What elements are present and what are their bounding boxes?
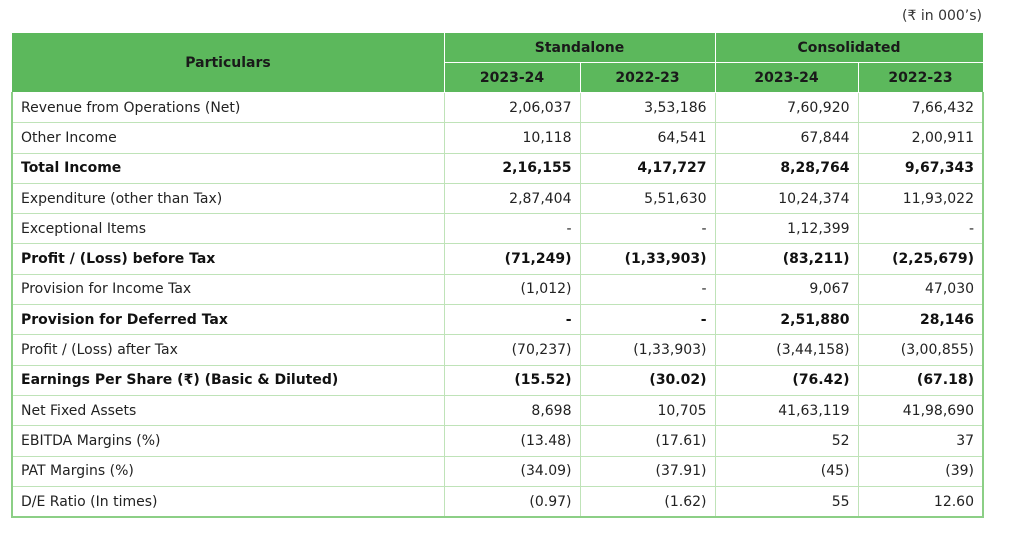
row-value: 1,12,399 (715, 214, 858, 244)
table-row (12, 93, 983, 123)
row-value: 8,28,764 (715, 153, 858, 183)
row-label: PAT Margins (%) (12, 456, 444, 486)
row-value: (71,249) (444, 244, 580, 274)
table-row (12, 335, 983, 365)
unit-note: (₹ in 000’s) (902, 8, 982, 24)
row-label: Revenue from Operations (Net) (12, 93, 444, 123)
row-value: (17.61) (580, 426, 715, 456)
row-value: 2,16,155 (444, 153, 580, 183)
row-value: 9,067 (715, 274, 858, 304)
table-row (12, 214, 983, 244)
financial-table (11, 32, 984, 518)
row-value: 4,17,727 (580, 153, 715, 183)
row-value: 67,844 (715, 123, 858, 153)
row-value: (15.52) (444, 365, 580, 395)
table-row (12, 305, 983, 335)
row-value: 55 (715, 486, 858, 517)
header-year: 2022-23 (858, 63, 983, 93)
row-value: - (580, 305, 715, 335)
table-row (12, 395, 983, 425)
row-label: EBITDA Margins (%) (12, 426, 444, 456)
row-value: 5,51,630 (580, 183, 715, 213)
row-value: (1,012) (444, 274, 580, 304)
row-value: 10,24,374 (715, 183, 858, 213)
table-row (12, 183, 983, 213)
row-label: D/E Ratio (In times) (12, 486, 444, 517)
row-value: 7,66,432 (858, 93, 983, 123)
row-label: Profit / (Loss) after Tax (12, 335, 444, 365)
table-row (12, 456, 983, 486)
row-value: (83,211) (715, 244, 858, 274)
row-label: Total Income (12, 153, 444, 183)
row-label: Earnings Per Share (₹) (Basic & Diluted) (12, 365, 444, 395)
table-row (12, 244, 983, 274)
row-value: - (580, 214, 715, 244)
row-value: 41,98,690 (858, 395, 983, 425)
row-value: (70,237) (444, 335, 580, 365)
header-year: 2022-23 (580, 63, 715, 93)
row-label: Provision for Income Tax (12, 274, 444, 304)
row-value: 52 (715, 426, 858, 456)
row-label: Other Income (12, 123, 444, 153)
row-value: 7,60,920 (715, 93, 858, 123)
table-row (12, 486, 983, 517)
row-value: (1,33,903) (580, 335, 715, 365)
row-value: - (444, 214, 580, 244)
row-label: Exceptional Items (12, 214, 444, 244)
row-value: 2,51,880 (715, 305, 858, 335)
row-value: (30.02) (580, 365, 715, 395)
row-value: (2,25,679) (858, 244, 983, 274)
header-standalone: Standalone (444, 33, 715, 63)
row-value: (37.91) (580, 456, 715, 486)
row-label: Expenditure (other than Tax) (12, 183, 444, 213)
table-row (12, 365, 983, 395)
row-value: - (858, 214, 983, 244)
row-value: 11,93,022 (858, 183, 983, 213)
table-row (12, 274, 983, 304)
row-value: (39) (858, 456, 983, 486)
row-value: (76.42) (715, 365, 858, 395)
table-row (12, 426, 983, 456)
row-label: Profit / (Loss) before Tax (12, 244, 444, 274)
row-value: 28,146 (858, 305, 983, 335)
row-value: (3,00,855) (858, 335, 983, 365)
row-value: 2,06,037 (444, 93, 580, 123)
row-value: (3,44,158) (715, 335, 858, 365)
row-value: 47,030 (858, 274, 983, 304)
row-value: (13.48) (444, 426, 580, 456)
row-value: 41,63,119 (715, 395, 858, 425)
header-year: 2023-24 (715, 63, 858, 93)
row-value: 37 (858, 426, 983, 456)
row-value: 3,53,186 (580, 93, 715, 123)
row-label: Provision for Deferred Tax (12, 305, 444, 335)
header-consolidated: Consolidated (715, 33, 983, 63)
row-value: - (580, 274, 715, 304)
row-value: (0.97) (444, 486, 580, 517)
row-value: 12.60 (858, 486, 983, 517)
row-value: 2,00,911 (858, 123, 983, 153)
row-value: (67.18) (858, 365, 983, 395)
header-particulars: Particulars (12, 33, 444, 93)
row-value: - (444, 305, 580, 335)
header-year: 2023-24 (444, 63, 580, 93)
row-value: (34.09) (444, 456, 580, 486)
row-value: 10,705 (580, 395, 715, 425)
row-value: 10,118 (444, 123, 580, 153)
row-value: 64,541 (580, 123, 715, 153)
row-value: (45) (715, 456, 858, 486)
row-label: Net Fixed Assets (12, 395, 444, 425)
row-value: (1,33,903) (580, 244, 715, 274)
table-row (12, 123, 983, 153)
row-value: 8,698 (444, 395, 580, 425)
table-row (12, 153, 983, 183)
row-value: (1.62) (580, 486, 715, 517)
row-value: 9,67,343 (858, 153, 983, 183)
row-value: 2,87,404 (444, 183, 580, 213)
